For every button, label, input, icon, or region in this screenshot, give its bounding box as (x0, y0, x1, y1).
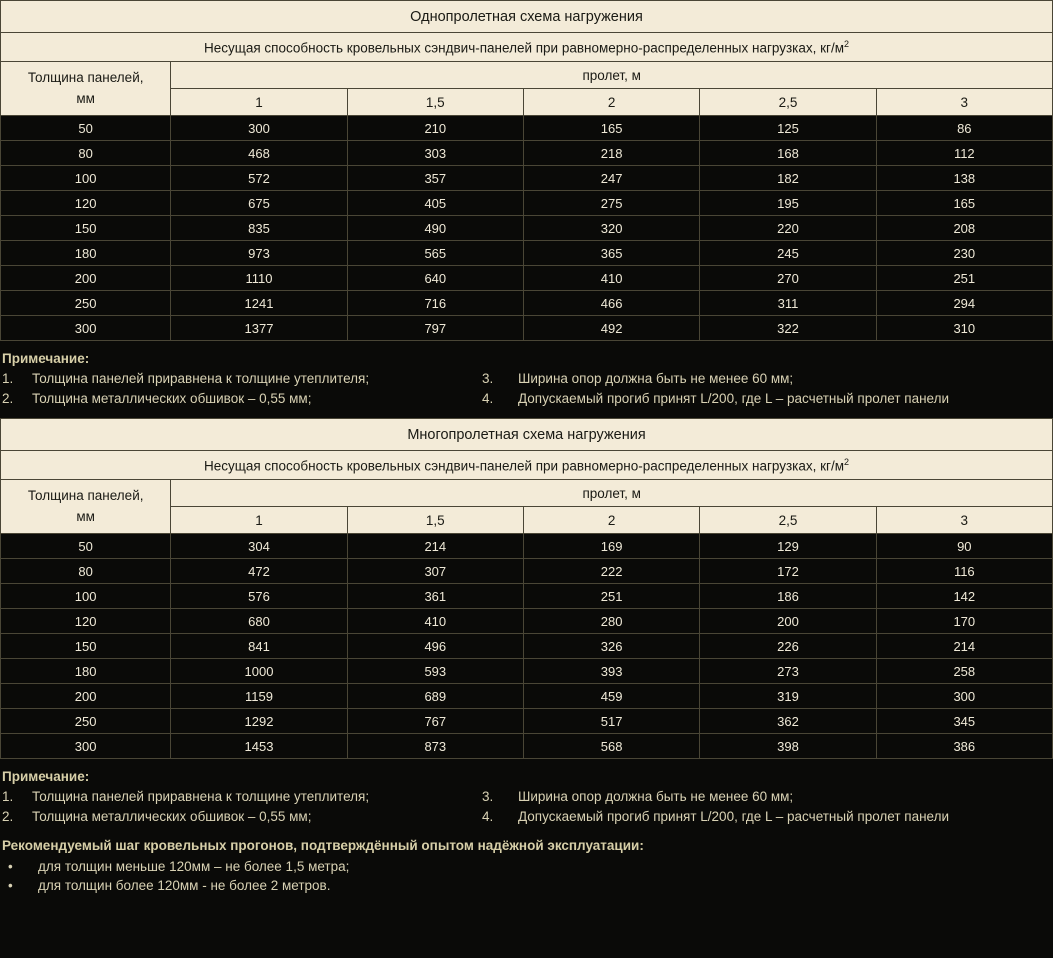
row-value: 186 (700, 584, 876, 609)
row-value: 251 (523, 584, 699, 609)
row-value: 393 (523, 659, 699, 684)
row-value: 90 (876, 534, 1052, 559)
row-value: 300 (171, 116, 347, 141)
row-value: 172 (700, 559, 876, 584)
table-row (1, 634, 1053, 659)
table-subtitle-text: Несущая способность кровельных сэндвич-панелей при равномерно-распределенных нагрузках, кг/м (203, 458, 844, 474)
note-item (482, 391, 1053, 406)
row-value: 1377 (171, 316, 347, 341)
row-value: 222 (523, 559, 699, 584)
span-value: 2 (523, 89, 699, 116)
table-row (1, 216, 1053, 241)
row-value: 490 (347, 216, 523, 241)
row-thickness: 150 (1, 634, 171, 659)
note-number: 1. (2, 371, 14, 386)
row-value: 689 (347, 684, 523, 709)
recommendation-item (2, 859, 1053, 874)
thickness-header-line1: Толщина панелей, (27, 70, 144, 86)
row-thickness: 180 (1, 659, 171, 684)
row-value: 251 (876, 266, 1052, 291)
row-value: 214 (347, 534, 523, 559)
row-value: 125 (700, 116, 876, 141)
note-item (482, 809, 1053, 824)
table-row (1, 191, 1053, 216)
table-row (1, 659, 1053, 684)
table-subtitle-row (1, 33, 1053, 62)
row-value: 492 (523, 316, 699, 341)
row-thickness: 100 (1, 584, 171, 609)
note-block-2 (0, 759, 1053, 824)
note-grid (2, 371, 1053, 406)
table-row (1, 241, 1053, 266)
recommendation-block (0, 824, 1053, 893)
row-value: 873 (347, 734, 523, 759)
note-item (2, 809, 482, 824)
note-text: Толщина металлических обшивок – 0,55 мм; (32, 809, 312, 824)
table-subtitle-row (1, 451, 1053, 480)
table-title-row (1, 419, 1053, 451)
table-row (1, 291, 1053, 316)
row-value: 365 (523, 241, 699, 266)
row-value: 576 (171, 584, 347, 609)
note-number: 2. (2, 391, 14, 406)
note-text: Толщина панелей приравнена к толщине утеплителя; (32, 789, 370, 804)
row-value: 568 (523, 734, 699, 759)
row-value: 165 (523, 116, 699, 141)
table-single-span (0, 0, 1053, 341)
row-value: 1292 (171, 709, 347, 734)
row-value: 220 (700, 216, 876, 241)
note-number: 3. (482, 371, 494, 386)
table-subtitle (1, 33, 1053, 62)
note-text: Ширина опор должна быть не менее 60 мм; (518, 789, 794, 804)
table-row (1, 141, 1053, 166)
note-item (2, 391, 482, 406)
row-value: 716 (347, 291, 523, 316)
row-value: 258 (876, 659, 1052, 684)
row-value: 517 (523, 709, 699, 734)
span-value: 1 (171, 89, 347, 116)
note-grid (2, 789, 1053, 824)
note-number: 3. (482, 789, 494, 804)
table-multi-span (0, 418, 1053, 759)
row-value: 307 (347, 559, 523, 584)
row-value: 165 (876, 191, 1052, 216)
row-thickness: 180 (1, 241, 171, 266)
row-value: 142 (876, 584, 1052, 609)
note-block-1 (0, 341, 1053, 406)
row-value: 112 (876, 141, 1052, 166)
row-value: 322 (700, 316, 876, 341)
row-thickness: 50 (1, 534, 171, 559)
note-text: Допускаемый прогиб принят L/200, где L – расчетный пролет панели (518, 809, 950, 824)
table-row (1, 116, 1053, 141)
row-value: 973 (171, 241, 347, 266)
row-value: 138 (876, 166, 1052, 191)
note-item (2, 371, 482, 386)
row-value: 270 (700, 266, 876, 291)
span-header: пролет, м (171, 480, 1053, 507)
thickness-header-line2: мм (76, 90, 95, 106)
row-value: 797 (347, 316, 523, 341)
span-value: 2,5 (700, 507, 876, 534)
table-subtitle-sup: 2 (844, 456, 850, 467)
row-value: 182 (700, 166, 876, 191)
row-value: 116 (876, 559, 1052, 584)
table-row (1, 559, 1053, 584)
table-row (1, 534, 1053, 559)
table-row (1, 684, 1053, 709)
table-row (1, 734, 1053, 759)
row-value: 572 (171, 166, 347, 191)
note-text: Толщина панелей приравнена к толщине утеплителя; (32, 371, 370, 386)
table-columns-row (1, 480, 1053, 507)
row-value: 245 (700, 241, 876, 266)
row-value: 310 (876, 316, 1052, 341)
row-value: 304 (171, 534, 347, 559)
row-value: 86 (876, 116, 1052, 141)
row-value: 466 (523, 291, 699, 316)
row-thickness: 250 (1, 291, 171, 316)
row-value: 362 (700, 709, 876, 734)
table-title: Многопролетная схема нагружения (1, 419, 1053, 451)
note-item (2, 789, 482, 804)
table-subtitle (1, 451, 1053, 480)
row-thickness: 300 (1, 734, 171, 759)
row-value: 195 (700, 191, 876, 216)
row-value: 835 (171, 216, 347, 241)
thickness-header-line1: Толщина панелей, (27, 488, 144, 504)
note-text: Толщина металлических обшивок – 0,55 мм; (32, 391, 312, 406)
row-value: 1000 (171, 659, 347, 684)
note-text: Ширина опор должна быть не менее 60 мм; (518, 371, 794, 386)
note-item (482, 789, 1053, 804)
span-value: 3 (876, 507, 1052, 534)
row-thickness: 80 (1, 141, 171, 166)
bullet-icon: • (8, 859, 13, 874)
span-value: 1,5 (347, 89, 523, 116)
row-value: 459 (523, 684, 699, 709)
note-title: Примечание: (2, 769, 90, 784)
span-header: пролет, м (171, 62, 1053, 89)
bullet-icon: • (8, 878, 13, 893)
row-thickness: 80 (1, 559, 171, 584)
row-value: 320 (523, 216, 699, 241)
span-value: 2,5 (700, 89, 876, 116)
table-subtitle-sup: 2 (844, 38, 850, 49)
thickness-header (1, 62, 171, 116)
row-value: 280 (523, 609, 699, 634)
row-thickness: 50 (1, 116, 171, 141)
row-value: 841 (171, 634, 347, 659)
row-thickness: 300 (1, 316, 171, 341)
row-value: 294 (876, 291, 1052, 316)
row-value: 303 (347, 141, 523, 166)
row-value: 345 (876, 709, 1052, 734)
row-value: 218 (523, 141, 699, 166)
row-value: 675 (171, 191, 347, 216)
recommendation-item (2, 878, 1053, 893)
table-row (1, 166, 1053, 191)
row-thickness: 100 (1, 166, 171, 191)
row-value: 300 (876, 684, 1052, 709)
row-value: 169 (523, 534, 699, 559)
thickness-header-line2: мм (76, 508, 95, 524)
row-value: 230 (876, 241, 1052, 266)
row-value: 361 (347, 584, 523, 609)
table-row (1, 709, 1053, 734)
row-value: 472 (171, 559, 347, 584)
note-number: 1. (2, 789, 14, 804)
row-value: 210 (347, 116, 523, 141)
span-value: 1,5 (347, 507, 523, 534)
table-row (1, 609, 1053, 634)
table-subtitle-text: Несущая способность кровельных сэндвич-панелей при равномерно-распределенных нагрузках, кг/м (203, 40, 844, 56)
row-value: 565 (347, 241, 523, 266)
spacer (0, 406, 1053, 418)
row-value: 208 (876, 216, 1052, 241)
row-value: 410 (347, 609, 523, 634)
note-number: 4. (482, 391, 494, 406)
span-value: 2 (523, 507, 699, 534)
table-title-row (1, 1, 1053, 33)
row-value: 129 (700, 534, 876, 559)
table-row (1, 584, 1053, 609)
row-thickness: 250 (1, 709, 171, 734)
row-value: 1241 (171, 291, 347, 316)
row-thickness: 200 (1, 266, 171, 291)
note-item (482, 371, 1053, 386)
row-thickness: 200 (1, 684, 171, 709)
row-value: 168 (700, 141, 876, 166)
recommendation-text: для толщин меньше 120мм – не более 1,5 метра; (38, 859, 350, 874)
row-thickness: 120 (1, 191, 171, 216)
row-value: 247 (523, 166, 699, 191)
note-text: Допускаемый прогиб принят L/200, где L – расчетный пролет панели (518, 391, 950, 406)
row-value: 640 (347, 266, 523, 291)
row-value: 386 (876, 734, 1052, 759)
row-thickness: 120 (1, 609, 171, 634)
row-value: 680 (171, 609, 347, 634)
span-value: 1 (171, 507, 347, 534)
row-value: 214 (876, 634, 1052, 659)
row-value: 170 (876, 609, 1052, 634)
row-value: 468 (171, 141, 347, 166)
table-title: Однопролетная схема нагружения (1, 1, 1053, 33)
row-value: 319 (700, 684, 876, 709)
row-value: 273 (700, 659, 876, 684)
recommendation-title: Рекомендуемый шаг кровельных прогонов, подтверждённый опытом надёжной эксплуатации: (2, 838, 644, 853)
table-columns-row (1, 62, 1053, 89)
row-value: 496 (347, 634, 523, 659)
row-thickness: 150 (1, 216, 171, 241)
row-value: 767 (347, 709, 523, 734)
row-value: 1110 (171, 266, 347, 291)
thickness-header (1, 480, 171, 534)
table-row (1, 316, 1053, 341)
note-number: 2. (2, 809, 14, 824)
row-value: 593 (347, 659, 523, 684)
row-value: 275 (523, 191, 699, 216)
row-value: 226 (700, 634, 876, 659)
row-value: 1159 (171, 684, 347, 709)
recommendation-text: для толщин более 120мм - не более 2 метров. (38, 878, 331, 893)
row-value: 1453 (171, 734, 347, 759)
span-value: 3 (876, 89, 1052, 116)
row-value: 200 (700, 609, 876, 634)
row-value: 311 (700, 291, 876, 316)
note-title: Примечание: (2, 351, 90, 366)
row-value: 405 (347, 191, 523, 216)
table-row (1, 266, 1053, 291)
row-value: 398 (700, 734, 876, 759)
row-value: 326 (523, 634, 699, 659)
note-number: 4. (482, 809, 494, 824)
row-value: 357 (347, 166, 523, 191)
row-value: 410 (523, 266, 699, 291)
